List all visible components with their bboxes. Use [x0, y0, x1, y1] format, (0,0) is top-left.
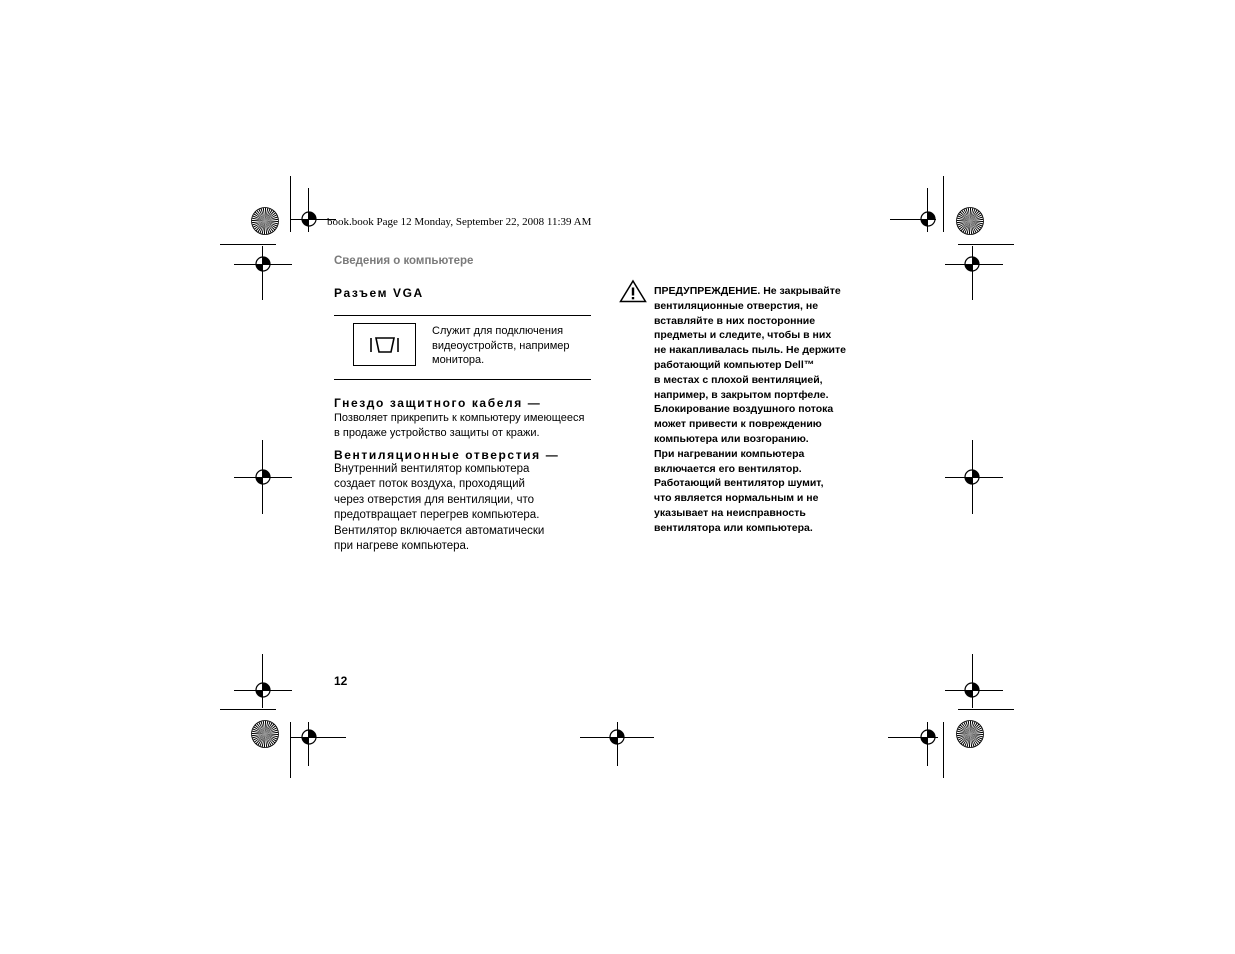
starburst-mark-icon: [956, 207, 984, 235]
text-line: предотвращает перегрев компьютера.: [334, 509, 540, 522]
text-line: Работающий вентилятор шумит,: [654, 477, 824, 490]
crop-line: [262, 246, 263, 300]
text-line: при нагреве компьютера.: [334, 540, 470, 553]
crop-line: [262, 440, 263, 514]
text-line: что является нормальным и не: [654, 492, 819, 505]
crop-line: [234, 477, 292, 478]
vents-text: [334, 462, 594, 554]
trim-line: [958, 244, 1014, 245]
trim-line: [220, 709, 276, 710]
crop-line: [290, 737, 346, 738]
text-line: Позволяет прикрепить к компьютеру имеющееся: [334, 412, 585, 424]
table-bottom-rule: [334, 379, 591, 380]
running-head: Сведения о компьютере: [334, 255, 474, 267]
text-line: через отверстия для вентиляции, что: [334, 493, 534, 506]
text-line: не накапливалась пыль. Не держите: [654, 344, 846, 357]
trim-line: [290, 722, 291, 778]
crop-line: [927, 188, 928, 232]
crop-line: [262, 654, 263, 708]
crop-line: [890, 219, 936, 220]
starburst-mark-icon: [956, 720, 984, 748]
text-line: работающий компьютер Dell™: [654, 358, 815, 371]
crop-line: [945, 264, 1003, 265]
trim-line: [220, 244, 276, 245]
text-line: Вентилятор включается автоматически: [334, 524, 545, 537]
text-line: Внутренний вентилятор компьютера: [334, 463, 530, 475]
page-number: 12: [334, 674, 348, 688]
trim-line: [943, 176, 944, 232]
crop-line: [972, 440, 973, 514]
crop-line: [234, 690, 292, 691]
crop-line: [945, 690, 1003, 691]
trim-line: [943, 722, 944, 778]
vga-connector-icon: [354, 324, 415, 365]
text-line: указывает на неисправность: [654, 506, 806, 519]
print-slug: book.book Page 12 Monday, September 22, 2008 11:39 AM: [327, 216, 592, 228]
crop-line: [888, 737, 938, 738]
text-line: в местах с плохой вентиляцией,: [654, 373, 823, 386]
vga-description: [432, 324, 592, 368]
vents-heading: Вентиляционные отверстия —: [334, 448, 560, 462]
starburst-mark-icon: [251, 207, 279, 235]
crop-line: [617, 722, 618, 766]
text-line: включается его вентилятор.: [654, 462, 802, 475]
crop-line: [927, 722, 928, 766]
crop-line: [945, 477, 1003, 478]
text-line: видеоустройств, например: [432, 339, 570, 352]
text-line: предметы и следите, чтобы в них: [654, 329, 832, 342]
text-line: например, в закрытом портфеле.: [654, 388, 829, 401]
text-line: вентиляционные отверстия, не: [654, 299, 819, 312]
text-line: При нагревании компьютера: [654, 447, 805, 460]
crop-line: [308, 188, 309, 232]
vga-icon-box: [353, 323, 416, 366]
text-line: ПРЕДУПРЕЖДЕНИЕ. Не закрывайте: [654, 285, 841, 297]
text-line: может привести к повреждению: [654, 418, 822, 431]
security-heading: Гнездо защитного кабеля —: [334, 396, 542, 410]
text-line: монитора.: [432, 354, 485, 366]
text-line: создает поток воздуха, проходящий: [334, 478, 525, 491]
trim-line: [290, 176, 291, 232]
crop-line: [234, 264, 292, 265]
warning-triangle-icon: [619, 279, 647, 303]
text-line: компьютера или возгоранию.: [654, 432, 809, 445]
text-line: Служит для подключения: [432, 325, 564, 337]
starburst-mark-icon: [251, 720, 279, 748]
security-text: [334, 411, 604, 440]
text-line: вентилятора или компьютера.: [654, 521, 813, 534]
crop-line: [972, 654, 973, 708]
crop-line: [308, 722, 309, 766]
vga-heading: Разъем VGA: [334, 286, 424, 300]
warning-text: [654, 284, 874, 536]
crop-line: [972, 246, 973, 300]
table-top-rule: [334, 315, 591, 316]
text-line: вставляйте в них посторонние: [654, 314, 816, 327]
trim-line: [958, 709, 1014, 710]
text-line: Блокирование воздушного потока: [654, 403, 834, 416]
text-line: в продаже устройство защиты от кражи.: [334, 426, 540, 439]
